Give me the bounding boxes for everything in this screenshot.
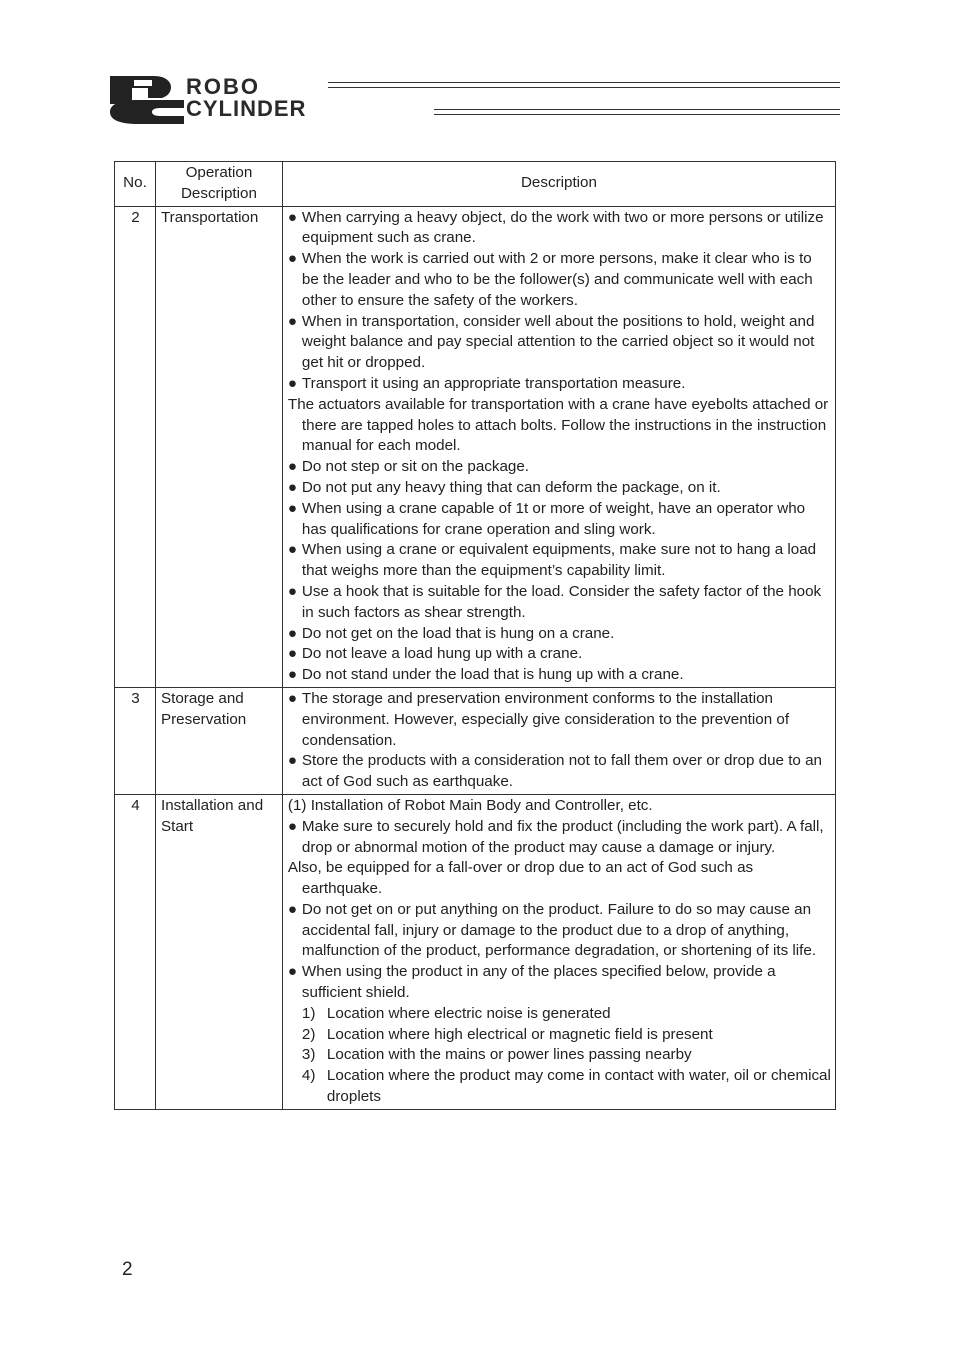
bullet-item [288, 249, 831, 311]
bullet-item [288, 665, 831, 686]
sub-item-number: 1) [301, 1004, 316, 1022]
bullet-item [288, 540, 831, 582]
bullet-item [288, 644, 831, 665]
operation-description: Storage and Preservation [155, 687, 282, 794]
bullet-icon: ● [287, 582, 298, 600]
line-text: When using the product in any of the places specified below, provide a sufficient shield. [301, 963, 776, 1002]
line-text: Do not leave a load hung up with a crane. [301, 645, 583, 663]
bullet-icon: ● [287, 208, 298, 226]
rc-logo-mark [108, 74, 184, 124]
bullet-item [288, 962, 831, 1004]
line-text: The actuators available for transportation with a crane have eyebolts attached or there are tapped holes to attach bolts. Follow the instructions in the instruction manual for each model. [287, 395, 829, 455]
line-text: Do not get on or put anything on the product. Failure to do so may cause an accidental fall, injury or damage to the product due to a drop of anything, malfunction of the product, performance degradation, or shortening of its life. [301, 900, 817, 960]
numbered-sub-item [288, 1025, 831, 1046]
bullet-item [288, 900, 831, 962]
line-text: When in transportation, consider well about the positions to hold, weight and weight balance and pay special attention to the carried object so it would not get hit or dropped. [301, 312, 815, 372]
bullet-item [288, 751, 831, 793]
bullet-icon: ● [287, 645, 298, 663]
line-text: Store the products with a consideration not to fall them over or drop due to an act of God such as earthquake. [301, 752, 822, 791]
line-text: When using a crane capable of 1t or more of weight, have an operator who has qualifications for crane operation and sling work. [301, 499, 806, 538]
table-row [115, 206, 836, 687]
header-operation: Operation Description [155, 162, 282, 207]
row-number: 3 [115, 687, 156, 794]
row-number: 2 [115, 206, 156, 687]
bullet-item [288, 208, 831, 250]
bullet-item [288, 624, 831, 645]
bullet-icon: ● [287, 458, 298, 476]
description-cell [282, 206, 835, 687]
line-text: Do not stand under the load that is hung up with a crane. [301, 666, 684, 684]
header-rule [328, 82, 840, 83]
operation-description: Installation and Start [155, 794, 282, 1109]
bullet-icon: ● [287, 666, 298, 684]
sub-item-number: 2) [301, 1025, 316, 1043]
line-text: Location where high electrical or magnetic field is present [326, 1025, 713, 1043]
numbered-sub-item [288, 1045, 831, 1066]
bullet-item [288, 374, 831, 395]
description-text [288, 796, 831, 817]
bullet-icon: ● [287, 374, 298, 392]
line-text: Location with the mains or power lines passing nearby [326, 1046, 692, 1064]
line-text: Do not step or sit on the package. [301, 458, 530, 476]
table-row [115, 794, 836, 1109]
bullet-item [288, 582, 831, 624]
brand-line-2: CYLINDER [186, 96, 307, 121]
bullet-icon: ● [287, 624, 298, 642]
table-row [115, 687, 836, 794]
line-text: Also, be equipped for a fall-over or drop due to an act of God such as earthquake. [287, 859, 754, 898]
description-text [288, 858, 831, 900]
bullet-icon: ● [287, 499, 298, 517]
brand-line-1: ROBO [186, 74, 260, 99]
description-cell [282, 687, 835, 794]
sub-item-number: 4) [301, 1067, 316, 1085]
bullet-item [288, 312, 831, 374]
header-rule [434, 109, 840, 110]
bullet-icon: ● [287, 817, 298, 835]
bullet-icon: ● [287, 250, 298, 268]
bullet-item [288, 689, 831, 751]
operation-description: Transportation [155, 206, 282, 687]
numbered-sub-item [288, 1004, 831, 1025]
bullet-item [288, 478, 831, 499]
row-number: 4 [115, 794, 156, 1109]
table-header-row [115, 162, 836, 207]
line-text: When the work is carried out with 2 or more persons, make it clear who is to be the leader and who to be the follower(s) and communicate well with each other to ensure the safety of the workers. [301, 250, 813, 309]
bullet-icon: ● [287, 752, 298, 770]
line-text: Location where electric noise is generated [326, 1004, 611, 1022]
bullet-item [288, 817, 831, 859]
header-description: Description [282, 162, 835, 207]
bullet-icon: ● [287, 900, 298, 918]
line-text: When carrying a heavy object, do the work with two or more persons or utilize equipment such as crane. [301, 208, 824, 247]
page-number: 2 [122, 1259, 133, 1280]
bullet-item [288, 457, 831, 478]
robo-cylinder-logo [108, 74, 840, 124]
bullet-icon: ● [287, 689, 298, 707]
header-rule [328, 87, 840, 88]
line-text: The storage and preservation environment conforms to the installation environment. However, especially give consideration to the prevention of condensation. [301, 689, 790, 749]
safety-precautions-table [114, 161, 836, 1110]
bullet-icon: ● [287, 541, 298, 559]
header-no: No. [115, 162, 156, 207]
sub-item-number: 3) [301, 1046, 316, 1064]
line-text: Do not put any heavy thing that can deform the package, on it. [301, 478, 721, 496]
line-text: Location where the product may come in contact with water, oil or chemical droplets [326, 1067, 831, 1106]
line-text: When using a crane or equivalent equipments, make sure not to hang a load that weighs more than the equipment’s capability limit. [301, 541, 817, 580]
bullet-icon: ● [287, 478, 298, 496]
line-text: Make sure to securely hold and fix the product (including the work part). A fall, drop or abnormal motion of the product may cause a damage or injury. [301, 817, 824, 856]
bullet-item [288, 499, 831, 541]
bullet-icon: ● [287, 312, 298, 330]
description-cell [282, 794, 835, 1109]
line-text: Do not get on the load that is hung on a crane. [301, 624, 615, 642]
line-text: Use a hook that is suitable for the load. Consider the safety factor of the hook in such factors as shear strength. [301, 582, 822, 621]
line-text: (1) Installation of Robot Main Body and Controller, etc. [287, 796, 653, 814]
bullet-icon: ● [287, 963, 298, 981]
line-text: Transport it using an appropriate transportation measure. [301, 374, 686, 392]
numbered-sub-item [288, 1066, 831, 1108]
description-text [288, 395, 831, 457]
header-rule [434, 114, 840, 115]
